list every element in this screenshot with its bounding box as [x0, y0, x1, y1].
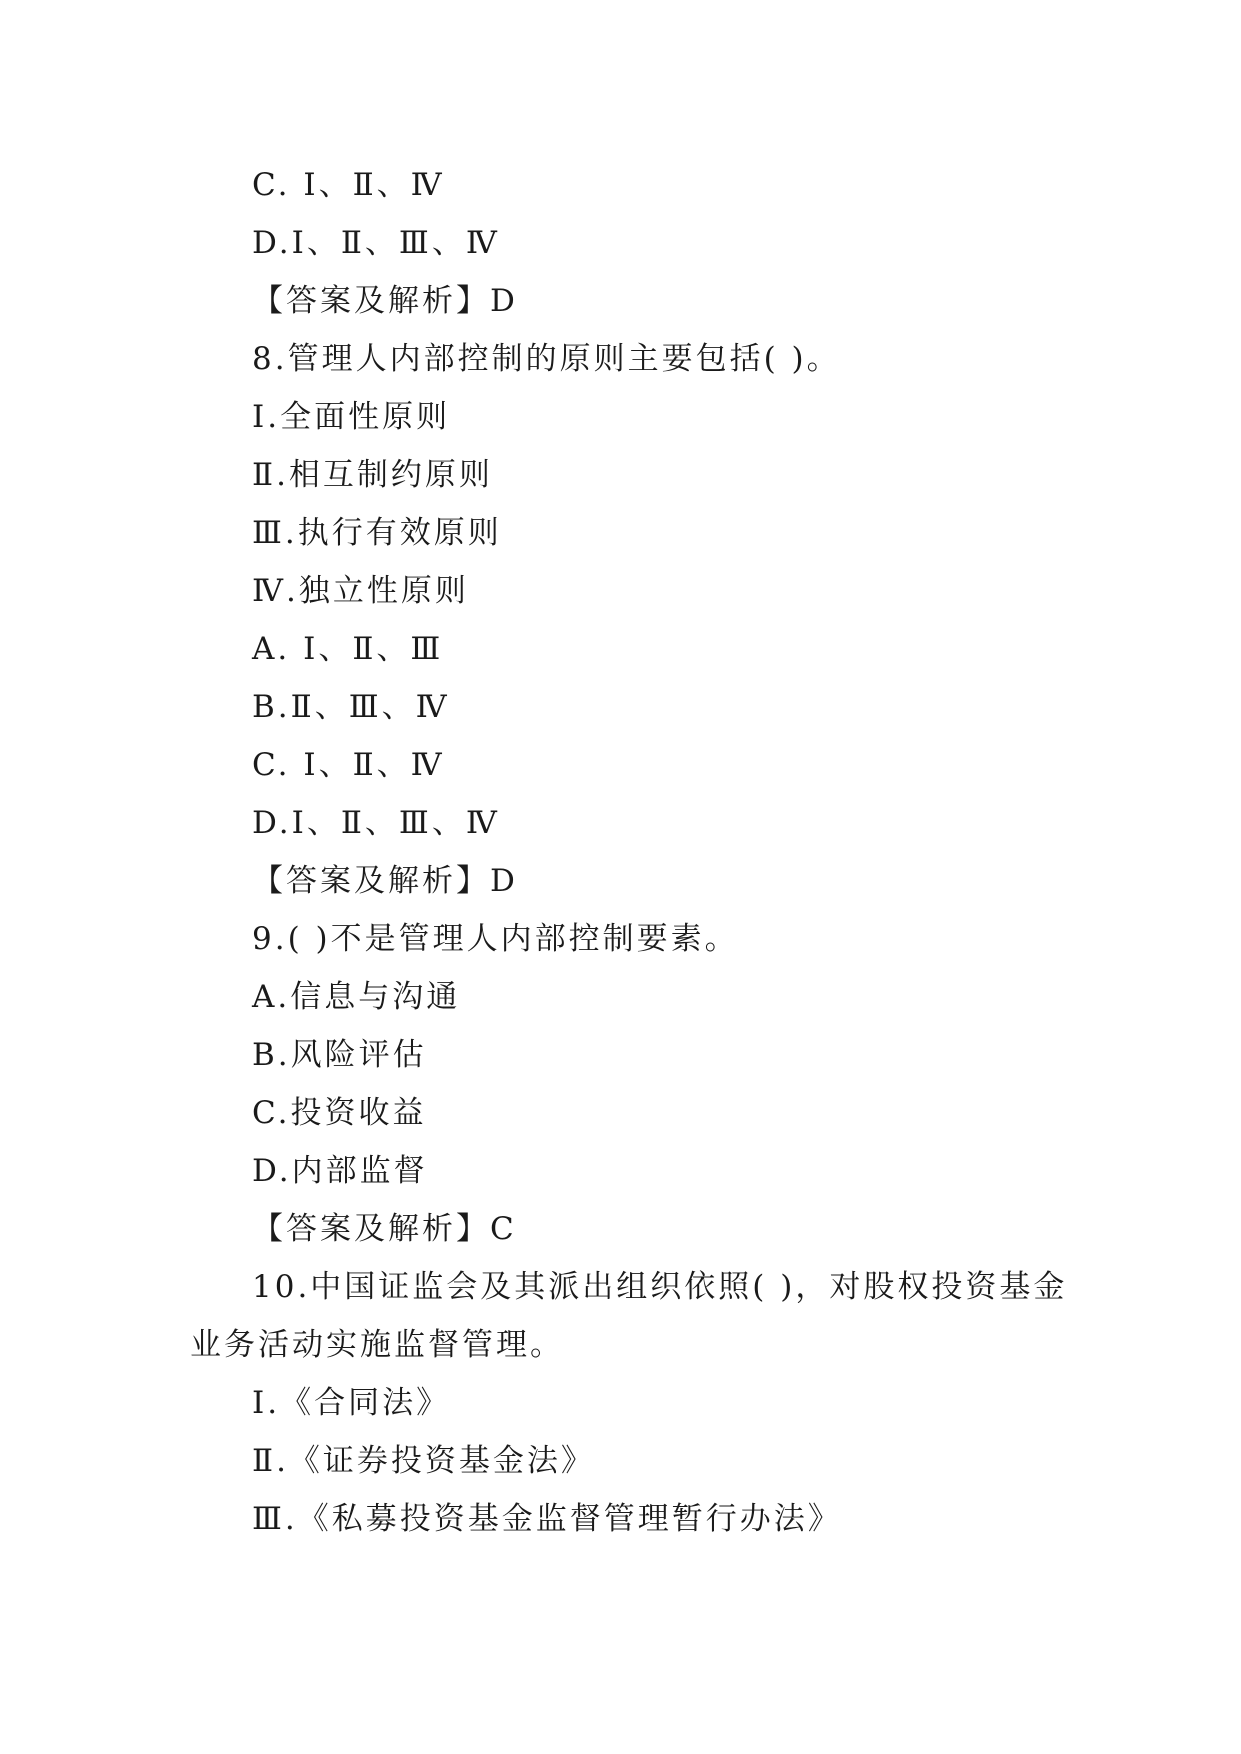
q7-option-d: D.Ⅰ、Ⅱ、Ⅲ、Ⅳ [252, 225, 500, 261]
q9-option-c: C.投资收益 [252, 1095, 427, 1131]
q10-item-3: Ⅲ.《私募投资基金监督管理暂行办法》 [252, 1501, 842, 1537]
q8-item-2: Ⅱ.相互制约原则 [252, 457, 493, 493]
q9-option-a: A.信息与沟通 [252, 979, 461, 1015]
q9-question: 9.( )不是管理人内部控制要素。 [252, 921, 739, 957]
q8-item-3: Ⅲ.执行有效原则 [252, 515, 502, 551]
q8-question: 8.管理人内部控制的原则主要包括( )。 [252, 341, 841, 377]
q10-question-line-2: 业务活动实施监督管理。 [190, 1327, 564, 1363]
q10-question-line-1: 10.中国证监会及其派出组织依照( )，对股权投资基金 [252, 1269, 1068, 1305]
q7-answer: 【答案及解析】D [252, 283, 518, 319]
q8-option-a: A. Ⅰ、Ⅱ、Ⅲ [252, 631, 444, 667]
q9-option-b: B.风险评估 [252, 1037, 427, 1073]
q7-option-c: C. Ⅰ、Ⅱ、Ⅳ [252, 167, 445, 203]
q8-item-1: Ⅰ.全面性原则 [252, 399, 451, 435]
q8-item-4: Ⅳ.独立性原则 [252, 573, 469, 609]
q9-answer: 【答案及解析】C [252, 1211, 517, 1247]
q8-option-b: B.Ⅱ、Ⅲ、Ⅳ [252, 689, 450, 725]
q9-option-d: D.内部监督 [252, 1153, 428, 1189]
q10-item-1: Ⅰ.《合同法》 [252, 1385, 451, 1421]
q8-option-c: C. Ⅰ、Ⅱ、Ⅳ [252, 747, 445, 783]
q8-answer: 【答案及解析】D [252, 863, 518, 899]
q8-option-d: D.Ⅰ、Ⅱ、Ⅲ、Ⅳ [252, 805, 500, 841]
q10-item-2: Ⅱ.《证券投资基金法》 [252, 1443, 595, 1479]
